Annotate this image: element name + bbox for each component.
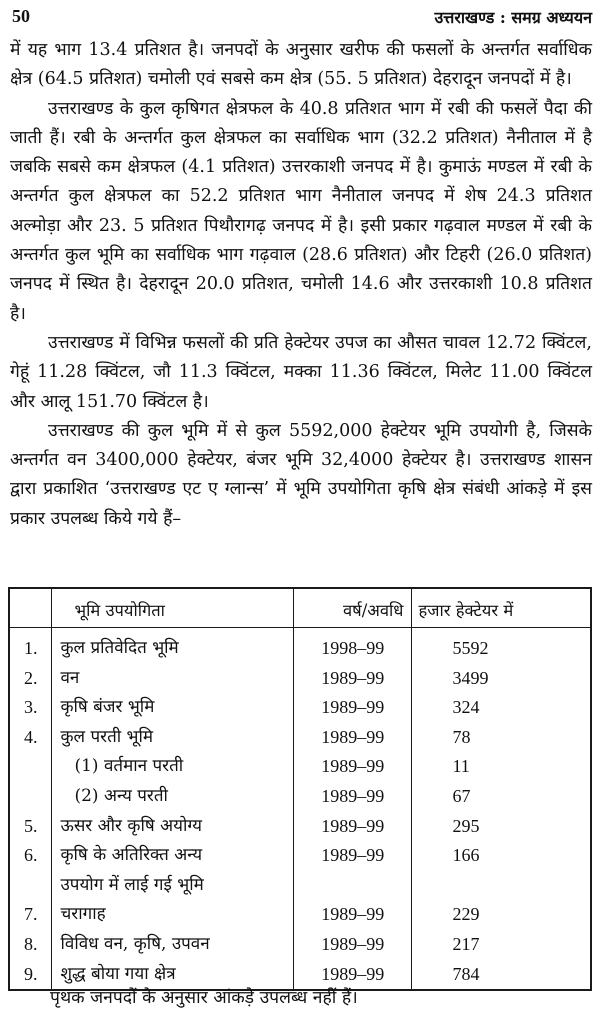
row-land-use: कुल परती भूमि [52, 723, 294, 753]
header-serial [9, 588, 52, 628]
row-serial: 5. [9, 812, 52, 842]
row-serial: 2. [9, 664, 52, 694]
row-land-use: कृषि बंजर भूमि [52, 693, 294, 723]
row-land-use: उपयोग में लाई गई भूमि [52, 871, 294, 901]
paragraph-4: उत्तराखण्ड की कुल भूमि में से कुल 5592,000 हेक्टेयर भूमि उपयोगी है, जिसके अन्तर्गत वन 3400,000 हेक्टेयर, बंजर भूमि 32,4000 हेक्टेयर है। उत्तराखण्ड शासन द्वारा प्रकाशित ‘उत्तराखण्ड एट ए ग्लान्स’ में भूमि उपयोगिता कृषि क्षेत्र संबंधी आंकड़े में इस प्रकार उपलब्ध किये गये हैं– [10, 420, 592, 529]
row-year: 1989–99 [294, 664, 412, 694]
row-area: 78 [412, 723, 591, 753]
paragraph-2: उत्तराखण्ड के कुल कृषिगत क्षेत्रफल के 40.8 प्रतिशत भाग में रबी की फसलें पैदा की जाती हैं। रबी के अन्तर्गत कुल क्षेत्रफल का सर्वाधिक भाग (32.2 प्रतिशत) नैनीताल में है जबकि सबसे कम क्षेत्रफल (4.1 प्रतिशत) उत्तरकाशी जनपद में है। कुमाऊं मण्डल में रबी के अन्तर्गत कुल क्षेत्रफल का 52.2 प्रतिशत भाग नैनीताल जनपद में शेष 24.3 प्रतिशत अल्मोड़ा और 23. 5 प्रतिशत पिथौरागढ़ जनपद में है। इसी प्रकार गढ़वाल मण्डल में रबी के अन्तर्गत कुल भूमि का सर्वाधिक भाग गढ़वाल (28.6 प्रतिशत) और टिहरी (26.0 प्रतिशत) जनपद में स्थित है। देहरादून 20.0 प्रतिशत, चमोली 14.6 और उत्तरकाशी 10.8 प्रतिशत है। [10, 98, 592, 324]
row-land-use: शुद्ध बोया गया क्षेत्र [52, 960, 294, 991]
table-row-continuation [9, 871, 591, 901]
row-serial: 6. [9, 841, 52, 871]
page-header [10, 4, 592, 30]
row-land-use: कृषि के अतिरिक्त अन्य [52, 841, 294, 871]
table-row [9, 628, 591, 664]
row-area: 67 [412, 782, 591, 812]
page-number: 50 [12, 6, 30, 26]
row-serial [9, 782, 52, 812]
row-land-use: विविध वन, कृषि, उपवन [52, 930, 294, 960]
row-year: 1989–99 [294, 960, 412, 991]
header-area: हजार हेक्टेयर में [412, 588, 591, 628]
row-serial: 9. [9, 960, 52, 991]
row-area [412, 871, 591, 901]
paragraph-3: उत्तराखण्ड में विभिन्न फसलों की प्रति हेक्टेयर उपज का औसत चावल 12.72 क्विंटल, गेहूं 11.28 क्विंटल, जौ 11.3 क्विंटल, मक्का 11.36 क्विंटल, मिलेट 11.00 क्विंटल और आलू 151.70 क्विंटल है। [10, 332, 592, 412]
row-year: 1989–99 [294, 782, 412, 812]
row-area: 217 [412, 930, 591, 960]
table-row [9, 841, 591, 871]
table-row-sub [9, 752, 591, 782]
table-row [9, 900, 591, 930]
row-area: 324 [412, 693, 591, 723]
table-row [9, 723, 591, 753]
row-year: 1998–99 [294, 628, 412, 664]
row-year: 1989–99 [294, 900, 412, 930]
row-year: 1989–99 [294, 930, 412, 960]
row-area: 295 [412, 812, 591, 842]
row-area: 166 [412, 841, 591, 871]
row-area: 5592 [412, 628, 591, 664]
table-header-row [9, 588, 591, 628]
row-serial: 1. [9, 628, 52, 664]
row-land-use: (1) वर्तमान परती [52, 752, 294, 782]
land-use-table [8, 587, 592, 991]
row-year: 1989–99 [294, 693, 412, 723]
row-land-use: कुल प्रतिवेदित भूमि [52, 628, 294, 664]
row-serial [9, 752, 52, 782]
row-serial: 4. [9, 723, 52, 753]
header-land-use: भूमि उपयोगिता [52, 588, 294, 628]
row-serial: 3. [9, 693, 52, 723]
row-year: 1989–99 [294, 752, 412, 782]
row-land-use: वन [52, 664, 294, 694]
table-row [9, 664, 591, 694]
row-year: 1989–99 [294, 723, 412, 753]
row-serial: 7. [9, 900, 52, 930]
table-row [9, 930, 591, 960]
row-area: 3499 [412, 664, 591, 694]
header-year: वर्ष/अवधि [294, 588, 412, 628]
row-area: 784 [412, 960, 591, 991]
row-serial: 8. [9, 930, 52, 960]
row-land-use: चरागाह [52, 900, 294, 930]
body-text [10, 36, 592, 534]
row-year: 1989–99 [294, 812, 412, 842]
row-year: 1989–99 [294, 841, 412, 871]
row-land-use: (2) अन्य परती [52, 782, 294, 812]
paragraph-1: में यह भाग 13.4 प्रतिशत है। जनपदों के अनुसार खरीफ की फसलों के अन्तर्गत सर्वाधिक क्षेत्र (64.5 प्रतिशत) चमोली एवं सबसे कम क्षेत्र (55. 5 प्रतिशत) देहरादून जनपदों में है। [10, 40, 592, 90]
table-row [9, 693, 591, 723]
row-area: 229 [412, 900, 591, 930]
running-title: उत्तराखण्ड : समग्र अध्ययन [434, 8, 592, 27]
table-footnote: पृथक जनपदों के अनुसार आंकड़े उपलब्ध नहीं हैं। [50, 988, 358, 1008]
table-row-sub [9, 782, 591, 812]
row-area: 11 [412, 752, 591, 782]
row-serial [9, 871, 52, 901]
row-land-use: ऊसर और कृषि अयोग्य [52, 812, 294, 842]
row-year [294, 871, 412, 901]
table-row [9, 812, 591, 842]
